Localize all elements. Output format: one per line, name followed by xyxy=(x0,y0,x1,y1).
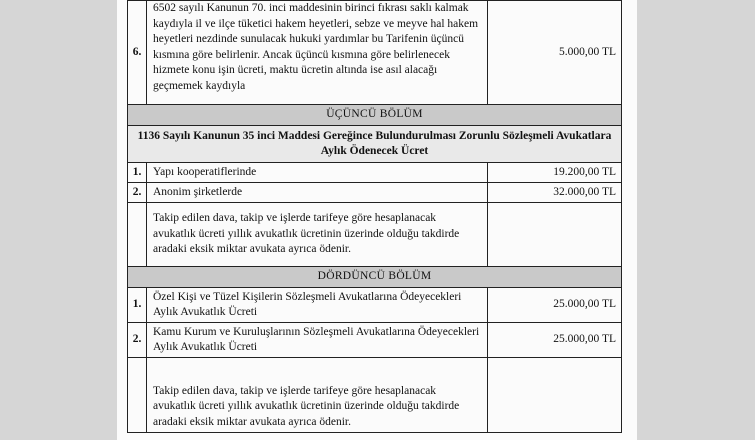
note-row xyxy=(128,203,622,267)
table-row xyxy=(128,288,622,323)
row-amount: 32.000,00 TL xyxy=(488,183,622,203)
document-page xyxy=(117,0,637,440)
row-number: 2. xyxy=(128,323,147,358)
section-note: Takip edilen dava, takip ve işlerde tarifeye göre hesaplanacak avukatlık ücreti yıllık avukatlık ücretinin üzerinde olduğu takdirde aradaki eksik miktar avukata ayrıca ödenir. xyxy=(147,358,488,433)
table-row xyxy=(128,163,622,183)
section-subheading-row xyxy=(128,126,622,163)
row-description: Özel Kişi ve Tüzel Kişilerin Sözleşmeli Avukatlarına Ödeyecekleri Aylık Avukatlık Ücreti xyxy=(147,288,488,323)
table-row xyxy=(128,1,622,105)
row-description: 6502 sayılı Kanunun 70. inci maddesinin birinci fıkrası saklı kalmak kaydıyla il ve ilçe tüketici hakem heyetleri, sebze ve meyve hal hakem heyetleri nezdinde sunulacak hukuki yardımlar bu Tarifenin üçüncü kısmına göre belirlenir. Ancak üçüncü kısmına göre belirlenecek hizmete konu işin ücreti, maktu ücretin altında ise asıl alacağı geçmemek kaydıyla xyxy=(147,1,488,105)
row-number: 1. xyxy=(128,288,147,323)
row-amount: 5.000,00 TL xyxy=(488,1,622,105)
row-number: 6. xyxy=(128,1,147,105)
row-amount: 19.200,00 TL xyxy=(488,163,622,183)
section-heading-row xyxy=(128,105,622,126)
row-description: Anonim şirketlerde xyxy=(147,183,488,203)
row-description: Yapı kooperatiflerinde xyxy=(147,163,488,183)
row-amount: 25.000,00 TL xyxy=(488,288,622,323)
fee-table xyxy=(127,0,622,433)
row-description: Kamu Kurum ve Kuruluşlarının Sözleşmeli Avukatlarına Ödeyecekleri Aylık Avukatlık Ücreti xyxy=(147,323,488,358)
table-row xyxy=(128,323,622,358)
section-heading: DÖRDÜNCÜ BÖLÜM xyxy=(128,267,622,288)
section-note: Takip edilen dava, takip ve işlerde tarifeye göre hesaplanacak avukatlık ücreti yıllık avukatlık ücretinin üzerinde olduğu takdirde aradaki eksik miktar avukata ayrıca ödenir. xyxy=(147,203,488,267)
row-number: 2. xyxy=(128,183,147,203)
note-row xyxy=(128,358,622,433)
section-heading-row xyxy=(128,267,622,288)
row-number: 1. xyxy=(128,163,147,183)
section-subheading: 1136 Sayılı Kanunun 35 inci Maddesi Gereğince Bulundurulması Zorunlu Sözleşmeli Avukatlara Aylık Ödenecek Ücret xyxy=(128,126,622,163)
section-heading: ÜÇÜNCÜ BÖLÜM xyxy=(128,105,622,126)
row-amount: 25.000,00 TL xyxy=(488,323,622,358)
table-row xyxy=(128,183,622,203)
